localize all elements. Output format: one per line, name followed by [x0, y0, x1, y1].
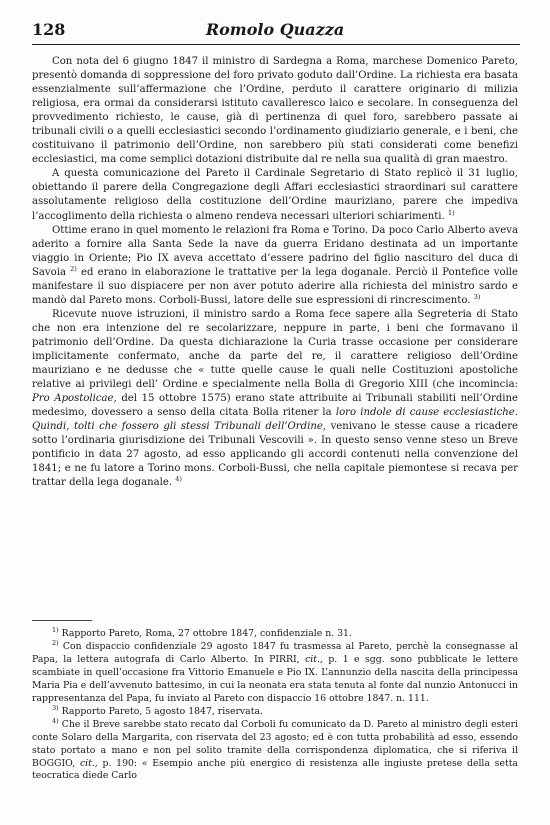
page-header [32, 20, 518, 40]
header-rule [32, 44, 520, 45]
bull-title: Pro Apostolicae, [32, 393, 117, 405]
footnote-ref-3: 3) [473, 292, 481, 301]
paragraph-4: Ricevute nuove istruzioni, il ministro sardo a Roma fece sapere alla Segreteria di Stato che non era intenzione del re secolarizzare, neppure in parte, i beni che formavano il patrimonio dell’Ordine. Da questa dichiarazione la Curia trasse occasione per considerare implicitamente confermato, anche da parte del re, il carattere religioso dell’Ordine mauriziano e ne dedusse che « tutte quelle cause le quali nelle Costituzioni apostoliche relative ai privilegi dell’ Ordine e specialmente nella Bolla di Gregorio XIII (che incomincia: Pro Apostolicae, del 15 ottobre 1575) erano state attribuite ai Tribunali stabiliti nell’Ordine medesimo, dovessero a senso della citata Bolla ritener la loro indole di cause ecclesiastiche. Quindi, tolti che fossero gli stessi Tribunali dell’Ordine, venivano le stesse cause a ricadere sotto l’ordinaria giurisdizione dei Tribunali Vescovili ». In questo senso venne steso un Breve pontificio in data 27 agosto, ad esso applicando gli accordi contenuti nella convenzione del 1841; e ne fu latore a Torino mons. Corboli-Bussi, che nella capitale piemontese si recava per trattar della lega doganale. $^{4)}$ [32, 308, 518, 489]
footnote-4: $^{4)}$ Che il Breve sarebbe stato recato dal Corboli fu comunicato da D. Pareto al ministro degli esteri conte Solaro della Margarita, con riservata del 23 agosto; ed è con tutta probabilità ad esso, essendo stato portato a mano e non pel solito tramite della corrispondenza diplomatica, che si riferiva il BOGGIO, cit., p. 190: « Esempio anche più energico di resistenza alle ingiuste pretese della setta teocratica diede Carlo [32, 716, 518, 782]
footnote-separator [32, 620, 92, 621]
footnote-mark: 3) [52, 703, 59, 712]
footnote-2: $^{2)}$ Con dispaccio confidenziale 29 agosto 1847 fu trasmessa al Pareto, perchè la consegnasse al Papa, la lettera autografa di Carlo Alberto. In PIRRI, cit., p. 1 e sgg. sono pubblicate le lettere scambiate in quell’occasione fra Vittorio Emanuele e Pio IX. L’annunzio della nascita della principessa Maria Pia e dell’avvenuto battesimo, in cui la neonata era stata tenuta al fonte dal nunzio Antonucci in rappresentanza del Papa, fu inviato al Pareto con dispaccio 16 ottobre 1847. n. 111. [32, 638, 518, 704]
footnote-mark: 2) [52, 638, 59, 647]
running-title: Romolo Quazza [205, 20, 345, 39]
author-pirri: PIRRI, [269, 653, 300, 665]
cit-abbrev: cit., [305, 653, 323, 665]
author-boggio: BOGGIO, [32, 757, 76, 769]
paragraph-3: Ottime erano in quel momento le relazioni fra Roma e Torino. Da poco Carlo Alberto aveva aderito a fornire alla Santa Sede la nave da guerra Eridano destinata ad un importante viaggio in Oriente; Pio IX aveva accettato d’essere padrino del figlio nascituro del duca di Savoia $^{2)}$ ed erano in elaborazione le trattative per la lega doganale. Perciò il Pontefice volle manifestare il suo dispiacere per non aver potuto aderire alla richiesta del ministro sardo e mandò dal Pareto mons. Corboli-Bussi, latore delle sue espressioni di rincrescimento. $^{3)}$ [32, 224, 518, 306]
quoted-italic: loro indole di cause ecclesiastiche. Quindi, tolti che fossero gli stessi Tribunali dell’Ordine, [32, 407, 518, 433]
footnote-1: $^{1)}$ Rapporto Pareto, Roma, 27 ottobre 1847, confidenziale n. 31. [52, 626, 352, 639]
footnotes [32, 628, 518, 783]
paragraph-2: A questa comunicazione del Pareto il Cardinale Segretario di Stato replicò il 31 luglio, obiettando il parere della Congregazione degli Affari ecclesiastici straordinari sul carattere assolutamente religioso della costituzione dell’Ordine mauriziano, parere che impediva l’accoglimento della richiesta o almeno rendeva necessari ulteriori schiarimenti. $^{1)}$ [32, 168, 518, 222]
cit-abbrev: cit., [79, 757, 98, 769]
main-text [32, 55, 518, 490]
footnote-mark: 4) [52, 716, 59, 725]
footnote-ref-2: 2) [70, 264, 77, 273]
footnote-3: $^{3)}$ Rapporto Pareto, 5 agosto 1847, riservata. [52, 703, 263, 717]
footnote-ref-4: 4) [175, 475, 182, 484]
page-number: 128 [32, 20, 66, 39]
footnote-ref-1: 1) [447, 208, 455, 217]
paragraph-1: Con nota del 6 giugno 1847 il ministro di Sardegna a Roma, marchese Domenico Pareto, presentò domanda di soppressione del foro privato goduto dall’Ordine. La richiesta era basata essenzialmente sull’affermazione che l’Ordine, perduto il carattere originario di milizia religiosa, era ormai da considerarsi istituto cavalleresco laico e secolare. In conseguenza del provvedimento richiesto, le cause, già di pertinenza di quel foro, sarebbero passate ai tribunali civili o a quelli ecclesiastici secondo l’ordinamento giudiziario generale, e i beni, che costituivano il patrimonio dell’Ordine, non sarebbero più stati considerati come benefizi ecclesiastici, ma come semplici dotazioni distribuite dal re nella sua qualità di gran maestro. [32, 56, 518, 166]
footnote-mark: 1) [52, 626, 59, 634]
